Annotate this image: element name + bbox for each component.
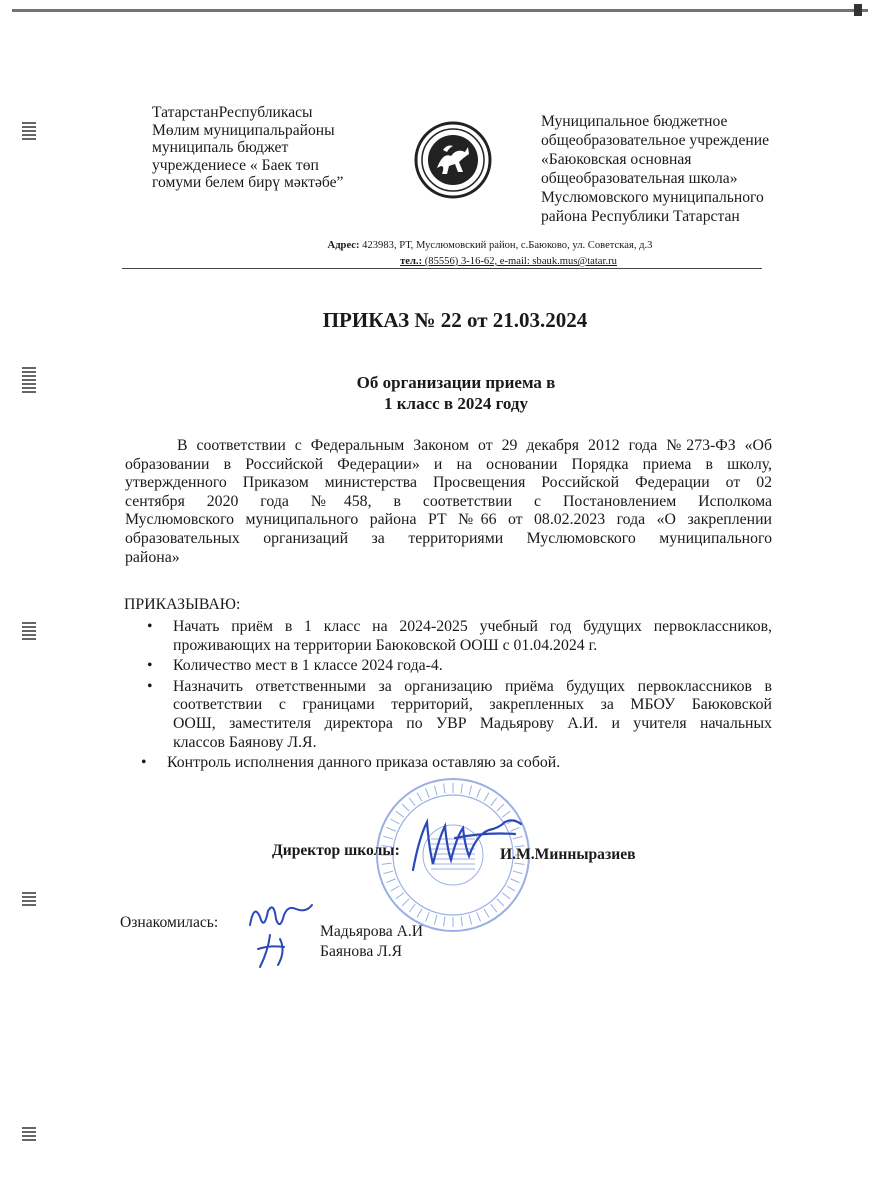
bullet-marker: • — [147, 677, 153, 695]
preamble-line: образовании в Российской Федерации» и на основании Порядка приема в школу, — [125, 455, 772, 473]
address-line — [0, 238, 872, 254]
director-label: Директор школы: — [272, 842, 400, 859]
binding-mark — [22, 120, 36, 142]
header-line: «Баюковская основная — [541, 151, 692, 168]
list-item — [147, 657, 772, 676]
acknowledged-person: Мадьярова А.И — [320, 923, 423, 940]
header-line: ТатарстанРеспубликасы — [152, 104, 313, 121]
preamble-line: утвержденного Приказом министерства Просвещения Российской Федерации от 02 — [125, 474, 772, 492]
header-line: общеобразовательное учреждение — [541, 132, 770, 149]
acknowledgement-signature-icon — [240, 895, 320, 975]
list-item-line: Начать приём в 1 класс на 2024-2025 учебный год будущих первоклассников, — [173, 618, 772, 635]
binding-mark — [22, 620, 36, 642]
stamp-text-mark — [409, 904, 415, 912]
preamble-line: района» — [125, 548, 180, 566]
stamp-text-mark — [425, 912, 429, 921]
order-title: ПРИКАЗ № 22 от 21.03.2024 — [322, 308, 588, 332]
binding-mark — [22, 1125, 36, 1143]
list-item-line: ООШ, заместителя директора по УВР Мадьярову А.И. и учителя начальных — [173, 714, 772, 732]
list-item — [141, 754, 772, 773]
stamp-text-mark — [382, 863, 392, 864]
stamp-text-mark — [409, 798, 415, 806]
acknowledgement-names — [320, 922, 423, 962]
stamp-text-mark — [461, 916, 462, 926]
header-line: общеобразовательная школа» — [541, 170, 738, 187]
acknowledgement-label: Ознакомилась: — [120, 914, 219, 931]
subject-line: 1 класс в 2024 году — [383, 394, 528, 413]
order-word: ПРИКАЗЫВАЮ: — [124, 596, 241, 613]
stamp-text-mark — [469, 915, 472, 925]
acknowledged-person: Баянова Л.Я — [320, 943, 403, 960]
stamp-text-mark — [444, 916, 445, 926]
list-item-line: Контроль исполнения данного приказа оставляю за собой. — [167, 754, 561, 772]
stamp-text-mark — [507, 886, 516, 891]
header-divider — [122, 268, 762, 269]
header-line: муниципаль бюджет — [152, 139, 289, 157]
header-russian-block — [541, 112, 841, 226]
preamble-line: сентября 2020 года №458, в соответствии с Постановлением Исполкома — [125, 492, 772, 510]
header-line: учреждениесе « Баек төп — [152, 156, 319, 174]
stamp-text-mark — [491, 798, 497, 806]
preamble-paragraph — [125, 437, 772, 567]
list-item-line: Назначить ответственными за организацию приёма будущих первоклассников в — [173, 677, 772, 695]
stamp-text-mark — [434, 785, 437, 795]
scan-edge-mark — [854, 4, 862, 16]
stamp-text-mark — [461, 784, 462, 794]
stamp-text-mark — [386, 879, 395, 883]
preamble-line: Муслюмовского муниципального района РТ №66 от 08.02.2023 года «О закреплении — [125, 511, 772, 529]
director-name: И.М.Минныразиев — [500, 846, 636, 863]
bullet-marker: • — [141, 754, 147, 772]
list-item — [147, 678, 772, 752]
stamp-text-mark — [396, 811, 404, 817]
stamp-text-mark — [484, 793, 489, 802]
preamble-line: образовательных организаций за территориями Муслюмовского муниципального — [125, 529, 772, 547]
preamble-line: В соответствии с Федеральным Законом от 29 декабря 2012 года №273-ФЗ «Об — [177, 437, 772, 454]
tatarstan-coat-of-arms-icon — [413, 120, 493, 200]
stamp-text-mark — [469, 785, 472, 795]
stamp-text-mark — [477, 788, 481, 797]
address-block — [0, 238, 872, 270]
list-item-line: Количество мест в 1 классе 2024 года-4. — [173, 657, 443, 675]
header-tatar-block — [152, 104, 392, 192]
stamp-text-mark — [386, 827, 395, 831]
address-text: 423983, РТ, Муслюмовский район, с.Баюково, ул. Советская, д.3 — [359, 240, 653, 251]
stamp-text-mark — [402, 899, 409, 906]
list-item-line: классов Баянову Л.Я. — [173, 733, 317, 751]
list-item-line: проживающих на территории Баюковской ООШ с 01.04.2024 г. — [173, 636, 598, 654]
bullet-marker: • — [147, 657, 153, 675]
stamp-text-mark — [434, 915, 437, 925]
bullet-marker: • — [147, 618, 153, 635]
binding-mark — [22, 890, 36, 908]
stamp-text-mark — [425, 788, 429, 797]
stamp-text-mark — [383, 836, 393, 839]
stamp-text-mark — [383, 871, 393, 874]
stamp-text-mark — [491, 904, 497, 912]
stamp-text-mark — [510, 879, 519, 883]
stamp-text-mark — [391, 819, 400, 824]
header-line: гомуми белем бирү мәктәбе” — [152, 174, 344, 192]
address-label: Адрес: — [327, 240, 360, 251]
stamp-text-mark — [444, 784, 445, 794]
stamp-text-mark — [484, 909, 489, 918]
list-item-line: соответствии с границами территорий, закрепленных за МБОУ Баюковской — [173, 696, 772, 714]
director-signature-icon — [405, 808, 525, 878]
stamp-text-mark — [497, 899, 504, 906]
stamp-text-mark — [417, 793, 422, 802]
header-line: Муниципальное бюджетное — [541, 113, 728, 130]
scan-edge-line — [12, 9, 868, 12]
stamp-text-mark — [417, 909, 422, 918]
stamp-text-mark — [502, 893, 510, 899]
list-item — [147, 618, 772, 655]
header-line: Мөлим муниципальрайоны — [152, 121, 335, 139]
header-line: Муслюмовского муниципального — [541, 189, 764, 206]
stamp-text-mark — [396, 893, 404, 899]
order-subject — [0, 372, 872, 414]
header-line: района Республики Татарстан — [541, 208, 740, 225]
subject-line: Об организации приема в — [356, 373, 556, 392]
phone-email-text: (85556) 3-16-62, e-mail: sbauk.mus@tatar.ru — [422, 256, 617, 267]
stamp-text-mark — [477, 912, 481, 921]
phone-label: тел.: — [400, 256, 423, 267]
order-list — [141, 618, 772, 775]
stamp-text-mark — [391, 886, 400, 891]
